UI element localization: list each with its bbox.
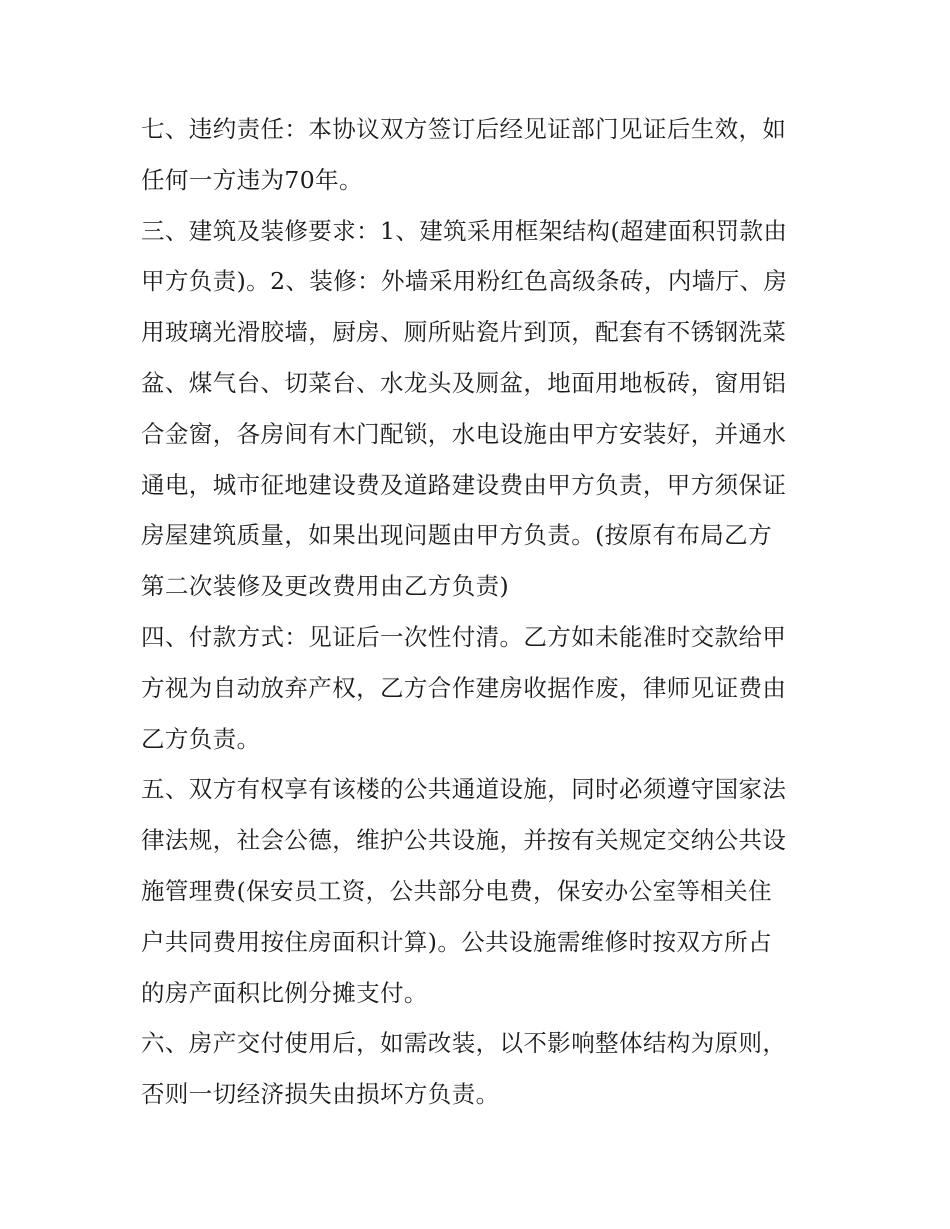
text-line: 方视为自动放弃产权，乙方合作建房收据作废，律师见证费由: [141, 673, 787, 702]
text-line: 的房产面积比例分摊支付。: [141, 978, 428, 1007]
text-line: 四、付款方式：见证后一次性付清。乙方如未能准时交款给甲: [141, 622, 787, 651]
text-line: 六、房产交付使用后，如需改装，以不影响整体结构为原则，: [141, 1029, 787, 1058]
text-line: 律法规，社会公德，维护公共设施，并按有关规定交纳公共设: [141, 826, 787, 855]
text-line: 户共同费用按住房面积计算)。公共设施需维修时按双方所占: [141, 927, 772, 956]
text-line: 盆、煤气台、切菜台、水龙头及厕盆，地面用地板砖，窗用铝: [141, 368, 787, 397]
text-line: 通电，城市征地建设费及道路建设费由甲方负责，甲方须保证: [141, 470, 787, 499]
text-line: 否则一切经济损失由损坏方负责。: [141, 1080, 500, 1109]
text-line: 房屋建筑质量，如果出现问题由甲方负责。(按原有布局乙方: [141, 521, 772, 550]
text-line: 第二次装修及更改费用由乙方负责): [141, 572, 510, 601]
text-line: 七、违约责任：本协议双方签订后经见证部门见证后生效，如: [141, 115, 787, 143]
text-line: 乙方负责。: [141, 724, 261, 753]
text-line: 用玻璃光滑胶墙，厨房、厕所贴瓷片到顶，配套有不锈钢洗菜: [141, 318, 787, 347]
text-line: 三、建筑及装修要求：1、建筑采用框架结构(超建面积罚款由: [141, 216, 788, 245]
document-body: [141, 104, 813, 1120]
text-line: 甲方负责)。2、装修：外墙采用粉红色高级条砖，内墙厅、房: [141, 267, 788, 296]
text-line: 五、双方有权享有该楼的公共通道设施，同时必须遵守国家法: [141, 775, 787, 804]
text-line: 合金窗，各房间有木门配锁，水电设施由甲方安装好，并通水: [141, 419, 787, 448]
text-line: 施管理费(保安员工资，公共部分电费，保安办公室等相关住: [141, 876, 772, 905]
text-line: 任何一方违为70年。: [141, 165, 363, 194]
